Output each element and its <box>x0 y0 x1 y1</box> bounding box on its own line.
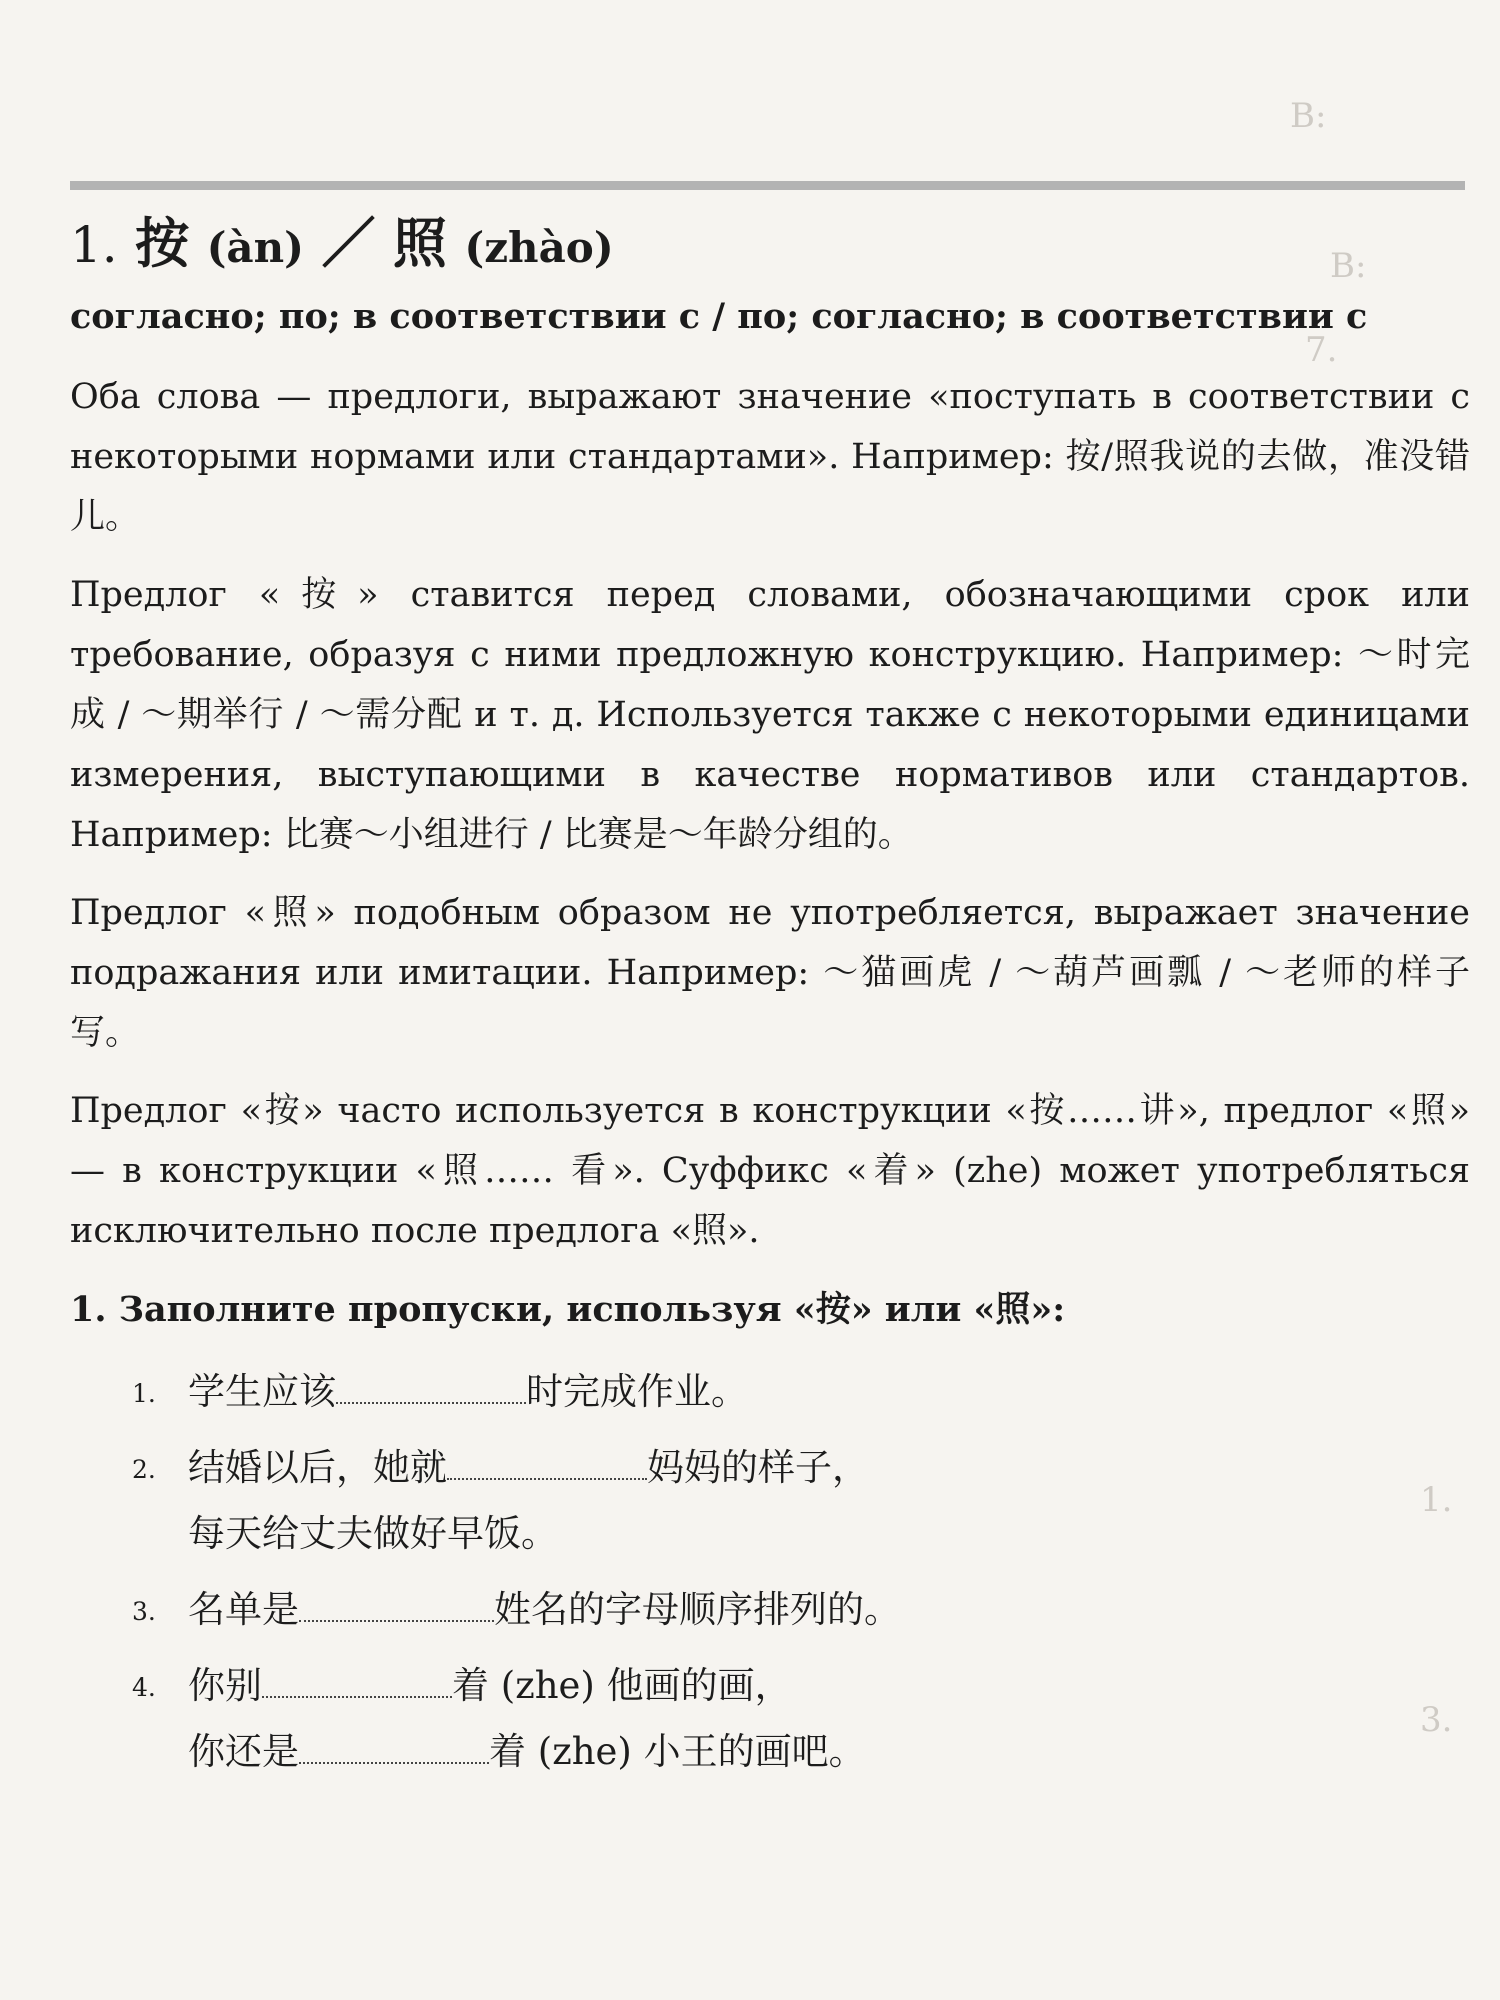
fill-in-blank[interactable] <box>336 1360 526 1404</box>
exercise-item-number: 2. <box>132 1455 156 1484</box>
exercise-text: 每天给丈夫做好早饭。 <box>188 1512 558 1555</box>
exercise-item-number: 4. <box>132 1673 156 1702</box>
entry-translation: согласно; по; в соответствии с / по; согласно; в соответствии с <box>70 296 1368 337</box>
exercise-text: 姓名的字母顺序排列的。 <box>494 1588 901 1631</box>
entry-separator: ／ <box>321 211 376 275</box>
fill-in-blank[interactable] <box>299 1578 494 1622</box>
paragraph-intro: Оба слова — предлоги, выражают значение «поступать в соответствии с некоторыми нормами или стандартами». Например: 按/照我说的去做，准没错儿。 <box>70 377 1470 537</box>
exercise-item <box>70 1435 1470 1567</box>
show-through-text: B: <box>1290 96 1327 136</box>
show-through-text: 1. <box>1420 1480 1453 1520</box>
exercise-text: 着 (zhe) 他画的画， <box>452 1664 792 1707</box>
exercise-text: 着 (zhe) 小王的画吧。 <box>489 1730 866 1773</box>
paragraph-zhao-usage: Предлог «照» подобным образом не употребляется, выражает значение подражания или имитации. Например: ～猫画虎 / ～葫芦画瓢 / ～老师的样子写。 <box>70 893 1470 1053</box>
paragraph-constructions: Предлог «按» часто используется в конструкции «按……讲», предлог «照» — в конструкции «照…… 看». Суффикс «着» (zhe) может употребляться исключительно после предлога «照». <box>70 1091 1470 1251</box>
exercise-item <box>70 1359 1470 1425</box>
exercise-text: 时完成作业。 <box>526 1370 748 1413</box>
exercise-text: 结婚以后，她就 <box>188 1446 447 1489</box>
exercise-text: 妈妈的样子， <box>647 1446 869 1489</box>
exercise-text: 学生应该 <box>188 1370 336 1413</box>
fill-in-blank[interactable] <box>447 1436 647 1480</box>
fill-in-blank[interactable] <box>262 1654 452 1698</box>
entry-pinyin-zhao: (zhào) <box>464 223 614 272</box>
entry-number: 1. <box>70 216 118 274</box>
show-through-text: B: <box>1330 246 1367 286</box>
exercise-text: 你还是 <box>188 1730 299 1773</box>
exercise-text: 名单是 <box>188 1588 299 1631</box>
entry-pinyin-an: (àn) <box>206 223 305 272</box>
fill-in-blank[interactable] <box>299 1720 489 1764</box>
exercise-heading: 1. Заполните пропуски, используя «按» или «照»: <box>70 1289 1066 1330</box>
exercise-item-number: 1. <box>132 1379 156 1408</box>
exercise-item-number: 3. <box>132 1597 156 1626</box>
entry-char-zhao: 照 <box>392 211 447 275</box>
show-through-text: 7. <box>1305 330 1338 370</box>
entry-title <box>70 212 1470 279</box>
top-divider-rule <box>70 181 1465 190</box>
exercise-text: 你别 <box>188 1664 262 1707</box>
paragraph-an-usage: Предлог «按» ставится перед словами, обозначающими срок или требование, образуя с ними предложную конструкцию. Например: ～时完成 / ～期举行 / ～需分配 и т. д. Используется также с некоторыми единицами измерения, выступающими в качестве нормативов или стандартов. Например: 比赛～小组进行 / 比赛是～年龄分组的。 <box>70 575 1470 855</box>
entry-char-an: 按 <box>135 211 190 275</box>
exercise-item <box>70 1653 1470 1785</box>
page-content <box>70 212 1470 1795</box>
show-through-text: 3. <box>1420 1700 1453 1740</box>
exercise-item <box>70 1577 1470 1643</box>
